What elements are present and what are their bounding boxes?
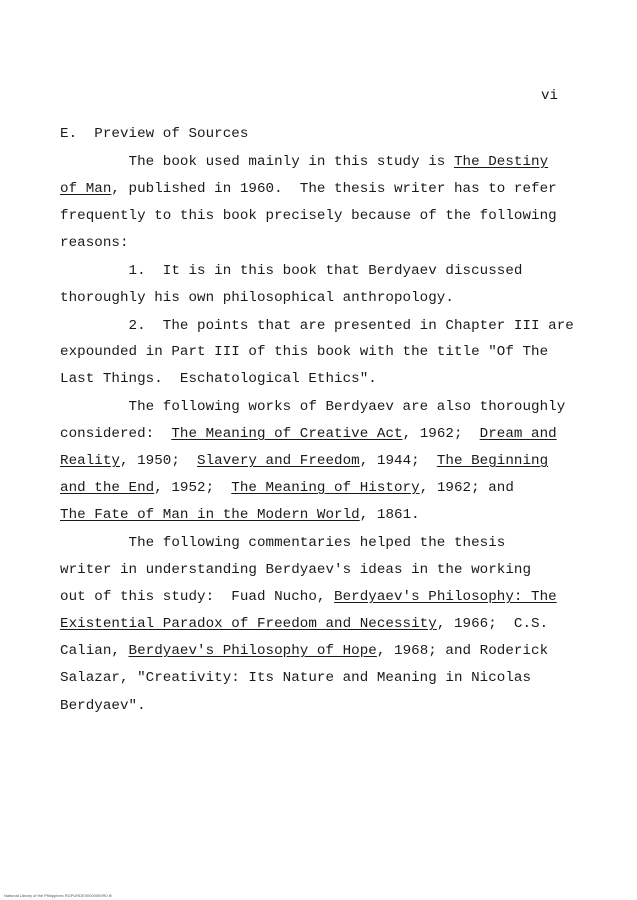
text-line: The following works of Berdyaev are also thoroughly [60,399,566,415]
page-number: vi [541,88,559,104]
text-line: Reality, 1950; Slavery and Freedom, 1944; The Beginning [60,453,549,469]
book-title: Dream and [479,426,557,442]
book-title: and the End [60,480,155,496]
text-line: expounded in Part III of this book with the title "Of The [60,344,549,360]
text-line: Calian, Berdyaev's Philosophy of Hope, 1968; and Roderick [60,643,549,659]
book-title: The Fate of Man in the Modern World [60,507,360,523]
library-footer: National Library of the Philippines RGPURDE00000000R0 lit [4,893,112,898]
text-line: frequently to this book precisely because of the following [60,208,557,224]
section-heading: E. Preview of Sources [60,126,249,142]
text-line: 2. The points that are presented in Chapter III are [60,318,574,334]
book-title: Existential Paradox of Freedom and Necessity [60,616,437,632]
book-title: Berdyaev's Philosophy: The [334,589,557,605]
book-title: of Man [60,181,112,197]
text-line: The book used mainly in this study is The Destiny [60,154,549,170]
text-line: of Man, published in 1960. The thesis writer has to refer [60,181,557,197]
text-line: Berdyaev". [60,698,146,714]
book-title: Reality [60,453,120,469]
book-title: The Beginning [436,453,549,469]
book-title: The Meaning of History [231,480,420,496]
text-line: The following commentaries helped the thesis [60,535,506,551]
book-title: Berdyaev's Philosophy of Hope [128,643,377,659]
book-title: The Meaning of Creative Act [171,426,403,442]
text-line: writer in understanding Berdyaev's ideas in the working [60,562,532,578]
book-title: The Destiny [453,154,549,170]
text-line: Last Things. Eschatological Ethics". [60,371,377,387]
text-line: and the End, 1952; The Meaning of History, 1962; and [60,480,514,496]
text-line: The Fate of Man in the Modern World, 1861. [60,507,420,523]
text-line: thoroughly his own philosophical anthropology. [60,290,454,306]
text-line: Salazar, "Creativity: Its Nature and Meaning in Nicolas [60,670,532,686]
text-line: reasons: [60,235,129,251]
text-line: 1. It is in this book that Berdyaev discussed [60,263,523,279]
text-line: Existential Paradox of Freedom and Necessity, 1966; C.S. [60,616,549,632]
text-line: out of this study: Fuad Nucho, Berdyaev's Philosophy: The [60,589,557,605]
book-title: Slavery and Freedom [197,453,360,469]
text-line: considered: The Meaning of Creative Act, 1962; Dream and [60,426,557,442]
